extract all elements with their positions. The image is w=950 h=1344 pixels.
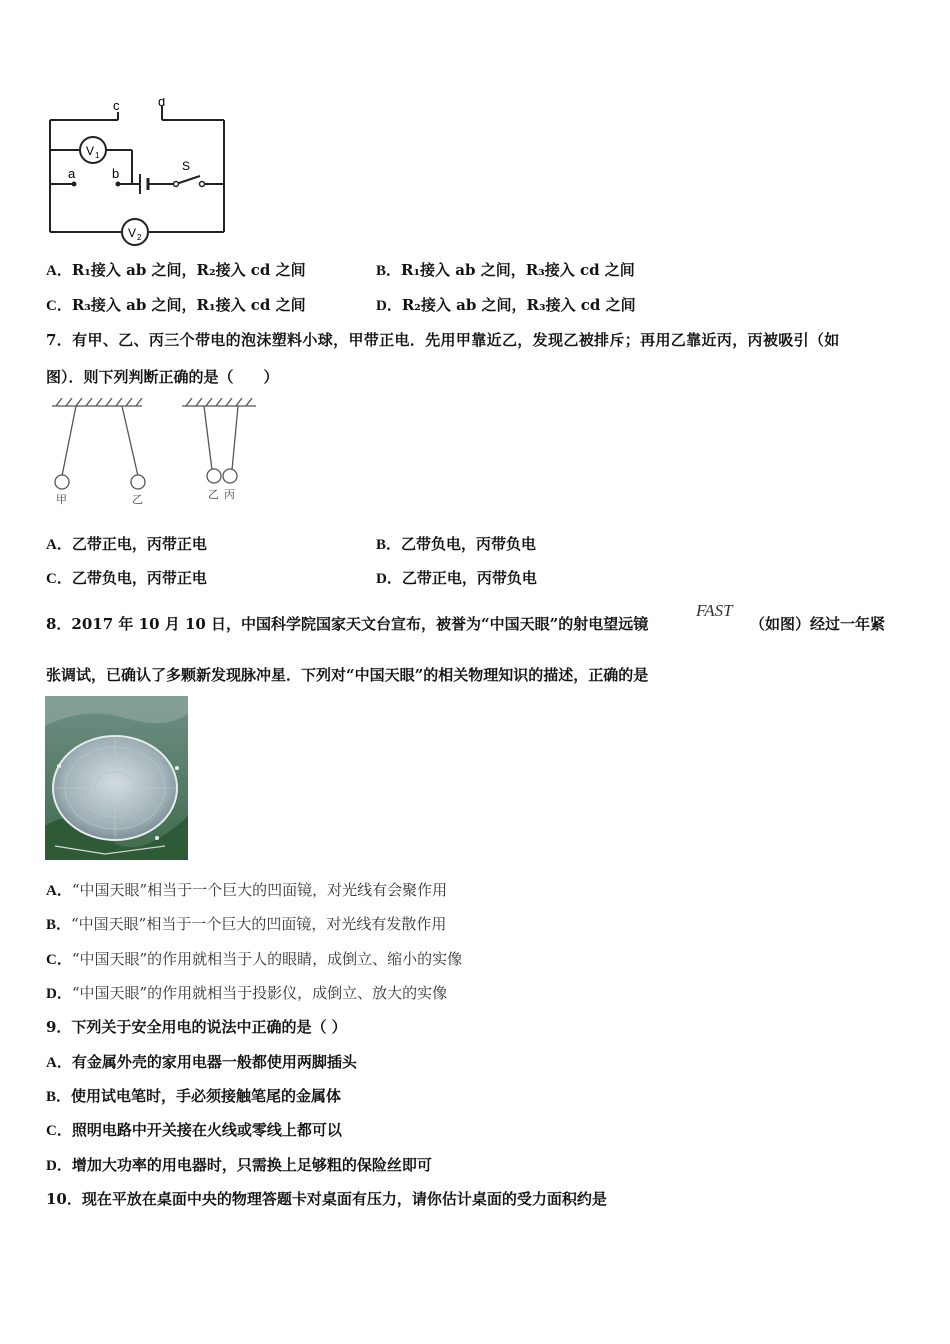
q10-stem: 10．现在平放在桌面中央的物理答题卡对桌面有压力，请你估计桌面的受力面积约是 (46, 1190, 607, 1208)
q6-option-b[interactable]: B．R₁接入 ab 之间，R₃接入 cd 之间 (376, 261, 635, 279)
q7-option-b[interactable]: B．乙带负电，丙带负电 (376, 535, 537, 553)
ball-bing (223, 469, 237, 483)
q6-option-c[interactable]: C．R₃接入 ab 之间，R₁接入 cd 之间 (46, 296, 306, 314)
q8-stem-line2: 张调试，已确认了多颗新发现脉冲星．下列对“中国天眼”的相关物理知识的描述，正确的是 (46, 666, 649, 684)
q7-option-a[interactable]: A．乙带正电，丙带正电 (46, 535, 207, 553)
ball-jia (55, 475, 69, 489)
fast-telescope-photo (45, 696, 188, 860)
terminal-b-dot (116, 182, 121, 187)
q6-option-a[interactable]: A．R₁接入 ab 之间，R₂接入 cd 之间 (46, 261, 306, 279)
label-jia: 甲 (56, 494, 67, 506)
label-b: b (112, 166, 120, 181)
circuit-diagram (44, 98, 234, 248)
label-d: d (158, 98, 166, 109)
q6-option-d[interactable]: D．R₂接入 ab 之间，R₃接入 cd 之间 (376, 296, 636, 314)
q9-stem: 9．下列关于安全用电的说法中正确的是（ ） (46, 1018, 347, 1036)
q9-option-a[interactable]: A．有金属外壳的家用电器一般都使用两脚插头 (46, 1053, 357, 1071)
label-v1-sub: 1 (95, 151, 100, 160)
q8-stem-line1a: 8．2017 年 10 月 10 日，中国科学院国家天文台宣布，被誉为“中国天眼”的射电望远镜 (46, 615, 649, 633)
ball-yi-left (131, 475, 145, 489)
label-c: c (113, 98, 120, 113)
q7-option-c[interactable]: C．乙带负电，丙带正电 (46, 569, 207, 587)
q9-option-c[interactable]: C．照明电路中开关接在火线或零线上都可以 (46, 1121, 342, 1139)
switch-pivot (174, 182, 179, 187)
q7-stem-line1: 7．有甲、乙、丙三个带电的泡沫塑料小球，甲带正电．先用甲靠近乙，发现乙被排斥；再用乙靠近丙，丙被吸引（如 (46, 331, 840, 349)
label-v2-sub: 2 (137, 233, 142, 242)
q8-option-b[interactable]: B．“中国天眼”相当于一个巨大的凹面镜，对光线有发散作用 (46, 915, 447, 933)
label-bing: 丙 (224, 489, 235, 501)
q7-option-d[interactable]: D．乙带正电，丙带负电 (376, 569, 537, 587)
label-yi-right: 乙 (208, 489, 219, 501)
q8-stem-line1b: （如图）经过一年紧 (750, 615, 886, 633)
label-s: S (182, 159, 191, 173)
terminal-a-dot (72, 182, 77, 187)
pendulum-figure (46, 398, 260, 510)
label-v2: V (128, 226, 137, 240)
fast-term: FAST (696, 601, 733, 620)
q9-option-d[interactable]: D．增加大功率的用电器时，只需换上足够粗的保险丝即可 (46, 1156, 432, 1174)
q8-option-c[interactable]: C．“中国天眼”的作用就相当于人的眼睛，成倒立、缩小的实像 (46, 950, 463, 968)
q9-option-b[interactable]: B．使用试电笔时，手必须接触笔尾的金属体 (46, 1087, 342, 1105)
ball-yi-right (207, 469, 221, 483)
label-v1: V (86, 144, 95, 158)
switch-contact (200, 182, 205, 187)
q8-option-a[interactable]: A．“中国天眼”相当于一个巨大的凹面镜，对光线有会聚作用 (46, 881, 448, 899)
q8-option-d[interactable]: D．“中国天眼”的作用就相当于投影仪，成倒立、放大的实像 (46, 984, 448, 1002)
label-a: a (68, 166, 76, 181)
q7-stem-line2: 图）．则下列判断正确的是（ ） (46, 368, 279, 386)
label-yi-left: 乙 (132, 494, 143, 506)
